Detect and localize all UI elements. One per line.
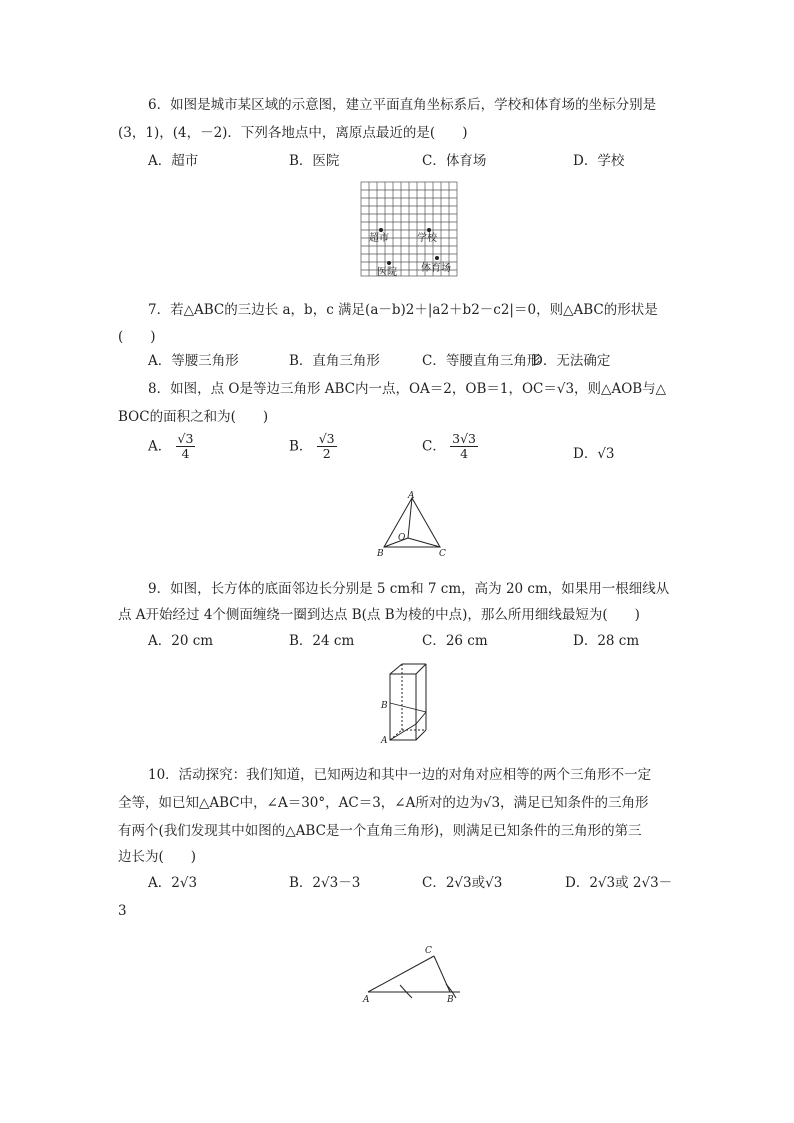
q8-option-a-denominator: 4 [181, 446, 190, 461]
q8-option-b-label: B． [289, 438, 313, 455]
q8-label-o: O [398, 533, 406, 543]
q8-option-a-numerator: √3 [177, 431, 194, 446]
q8-option-c-denominator: 4 [460, 446, 469, 461]
q8-triangle-figure [372, 490, 454, 560]
q10-stem-line1: 10．活动探究：我们知道，已知两边和其中一边的对角对应相等的两个三角形不一定 [148, 767, 652, 783]
q8-option-c-fraction [450, 432, 478, 461]
q8-option-b-denominator: 2 [322, 446, 331, 461]
map-label-hospital: 医院 [377, 267, 397, 278]
q8-stem-line1: 8．如图，点 O是等边三角形 ABC内一点，OA＝2，OB＝1，OC＝√3，则△AOB与△ [148, 381, 667, 397]
q8-option-d-label: D． [573, 446, 598, 462]
q6-option-b: B．医院 [289, 153, 340, 169]
q7-stem-line1: 7．若△ABC的三边长 a，b，c 满足(a－b)2＋|a2＋b2－c2|＝0，则△ABC的形状是 [148, 302, 658, 318]
q10-stem-line2: 全等，如已知△ABC中，∠A＝30°，AC＝3，∠A所对的边为√3，满足已知条件的三角形 [118, 795, 649, 811]
q8-option-b-fraction [317, 432, 337, 461]
q6-city-map-figure [359, 180, 459, 278]
q10-label-c: C [425, 946, 432, 956]
q6-stem-line1: 6．如图是城市某区域的示意图，建立平面直角坐标系后，学校和体育场的坐标分别是 [148, 97, 657, 113]
q9-stem-line2: 点 A开始经过 4个侧面缠绕一圈到达点 B(点 B为棱的中点)，那么所用细线最短为( ) [118, 607, 640, 623]
q10-option-d-continuation: 3 [118, 903, 127, 919]
q10-label-a: A [363, 995, 370, 1005]
q8-option-c [422, 432, 478, 461]
q8-option-a [148, 432, 195, 461]
q9-option-a: A．20 cm [148, 633, 214, 649]
q8-option-c-label: C． [422, 438, 446, 455]
q10-label-b: B [447, 995, 454, 1005]
q7-option-a: A．等腰三角形 [148, 353, 239, 369]
q6-option-d: D．学校 [573, 153, 625, 169]
q10-option-a: A．2√3 [148, 875, 198, 891]
q8-stem-line2: BOC的面积之和为( ) [118, 409, 269, 425]
q9-option-c: C．26 cm [422, 633, 488, 649]
map-label-supermarket: 超市 [369, 233, 389, 244]
q6-stem-line2: (3，1)，(4，－2)．下列各地点中，离原点最近的是( ) [118, 125, 468, 141]
q9-stem-line1: 9．如图，长方体的底面邻边长分别是 5 cm和 7 cm，高为 20 cm，如果用一根细线从 [148, 581, 670, 597]
q9-cuboid-figure [378, 660, 438, 746]
map-label-stadium: 体育场 [421, 263, 451, 274]
q8-label-c: C [439, 549, 446, 559]
q8-option-d-value: √3 [597, 446, 615, 462]
q8-option-d [573, 445, 615, 463]
q9-option-d: D．28 cm [573, 633, 640, 649]
q10-stem-line3: 有两个(我们发现其中如图的△ABC是一个直角三角形)，则满足已知条件的三角形的第三 [118, 823, 642, 839]
q9-label-b: B [381, 701, 388, 711]
q10-option-c: C．2√3或√3 [422, 875, 503, 891]
q8-option-a-fraction [176, 432, 196, 461]
q6-option-a: A．超市 [148, 153, 199, 169]
q8-label-a: A [408, 491, 415, 501]
q8-label-b: B [377, 549, 384, 559]
q8-option-b [289, 432, 337, 461]
q8-option-b-numerator: √3 [318, 431, 335, 446]
q10-option-b: B．2√3－3 [289, 875, 361, 891]
q10-option-d: D．2√3或 2√3－ [565, 875, 673, 891]
q7-option-c: C．等腰直角三角形 [422, 353, 541, 369]
q10-stem-line4: 边长为( ) [118, 849, 197, 865]
q8-option-c-numerator: 3√3 [452, 431, 477, 446]
q10-triangle-figure [360, 940, 470, 1006]
q8-option-a-label: A． [148, 438, 172, 455]
map-label-school: 学校 [417, 233, 437, 244]
q6-option-c: C．体育场 [422, 153, 487, 169]
q7-stem-line2: ( ) [118, 329, 156, 345]
q7-option-b: B．直角三角形 [289, 353, 380, 369]
q9-option-b: B．24 cm [289, 633, 355, 649]
q9-label-a: A [381, 736, 388, 746]
q7-option-d: D．无法确定 [532, 353, 611, 369]
